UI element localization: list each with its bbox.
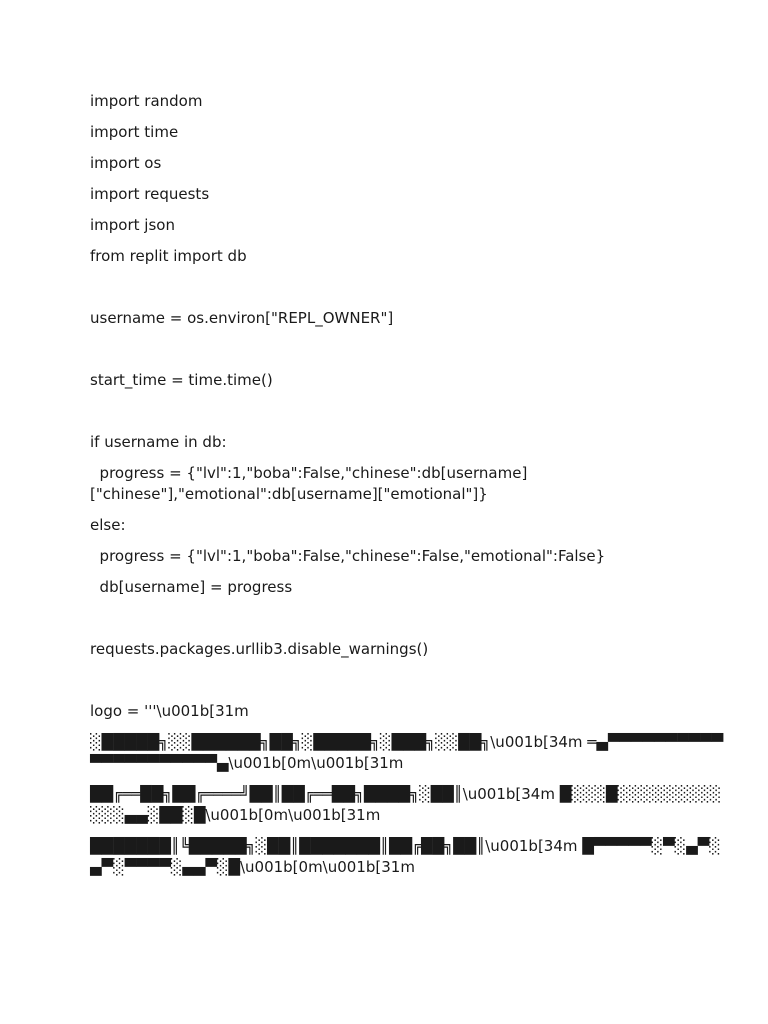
code-line-import-os: import os bbox=[90, 154, 162, 172]
code-line-import-time: import time bbox=[90, 123, 179, 141]
code-line-import-random: import random bbox=[90, 92, 203, 110]
blank-line bbox=[90, 277, 730, 298]
blank-line bbox=[90, 670, 730, 691]
code-line-import-json: import json bbox=[90, 216, 175, 234]
code-line-start-time: start_time = time.time() bbox=[90, 371, 273, 389]
blank-line bbox=[90, 401, 730, 422]
document-body bbox=[90, 91, 730, 888]
code-line-if-username: if username in db: bbox=[90, 433, 227, 451]
ascii-art-line-1: ░█████╗░░██████╗██╗░█████╗░███╗░░██╗\u001b[34m ═▄▀▀▀▀▀▀▀▀▀▀▀▀▀▀▀▀▀▀▀▀▀▄\u001b[0m\u001b[31m bbox=[90, 733, 724, 772]
code-line-else: else: bbox=[90, 516, 126, 534]
code-line-disable-warnings: requests.packages.urllib3.disable_warnings() bbox=[90, 640, 429, 658]
blank-line bbox=[90, 339, 730, 360]
code-line-logo: logo = '''\u001b[31m bbox=[90, 702, 249, 720]
blank-line bbox=[90, 608, 730, 629]
code-line-username: username = os.environ["REPL_OWNER"] bbox=[90, 309, 394, 327]
code-line-db-assign: db[username] = progress bbox=[90, 578, 293, 596]
code-line-progress-default: progress = {"lvl":1,"boba":False,"chinese":False,"emotional":False} bbox=[90, 547, 606, 565]
ascii-art-line-2: ██╔══██╗██╔════╝██║██╔══██╗████╗░██║\u001b[34m █░░░█░░░░░░░░░░░░▄▄░██░█\u001b[0m\u001b[31m bbox=[90, 785, 722, 824]
code-line-import-db: from replit import db bbox=[90, 247, 247, 265]
code-line-progress-from-db: progress = {"lvl":1,"boba":False,"chinese":db[username]["chinese"],"emotional":db[username]["emotional"]} bbox=[90, 464, 528, 503]
code-line-import-requests: import requests bbox=[90, 185, 210, 203]
ascii-art-line-3: ███████║╚█████╗░██║███████║██╔██╗██║\u001b[34m █▀▀▀▀▀░▀░▄▀░▄▀░▀▀▀▀░▄▄▀░█\u001b[0m\u001b[31m bbox=[90, 837, 721, 876]
